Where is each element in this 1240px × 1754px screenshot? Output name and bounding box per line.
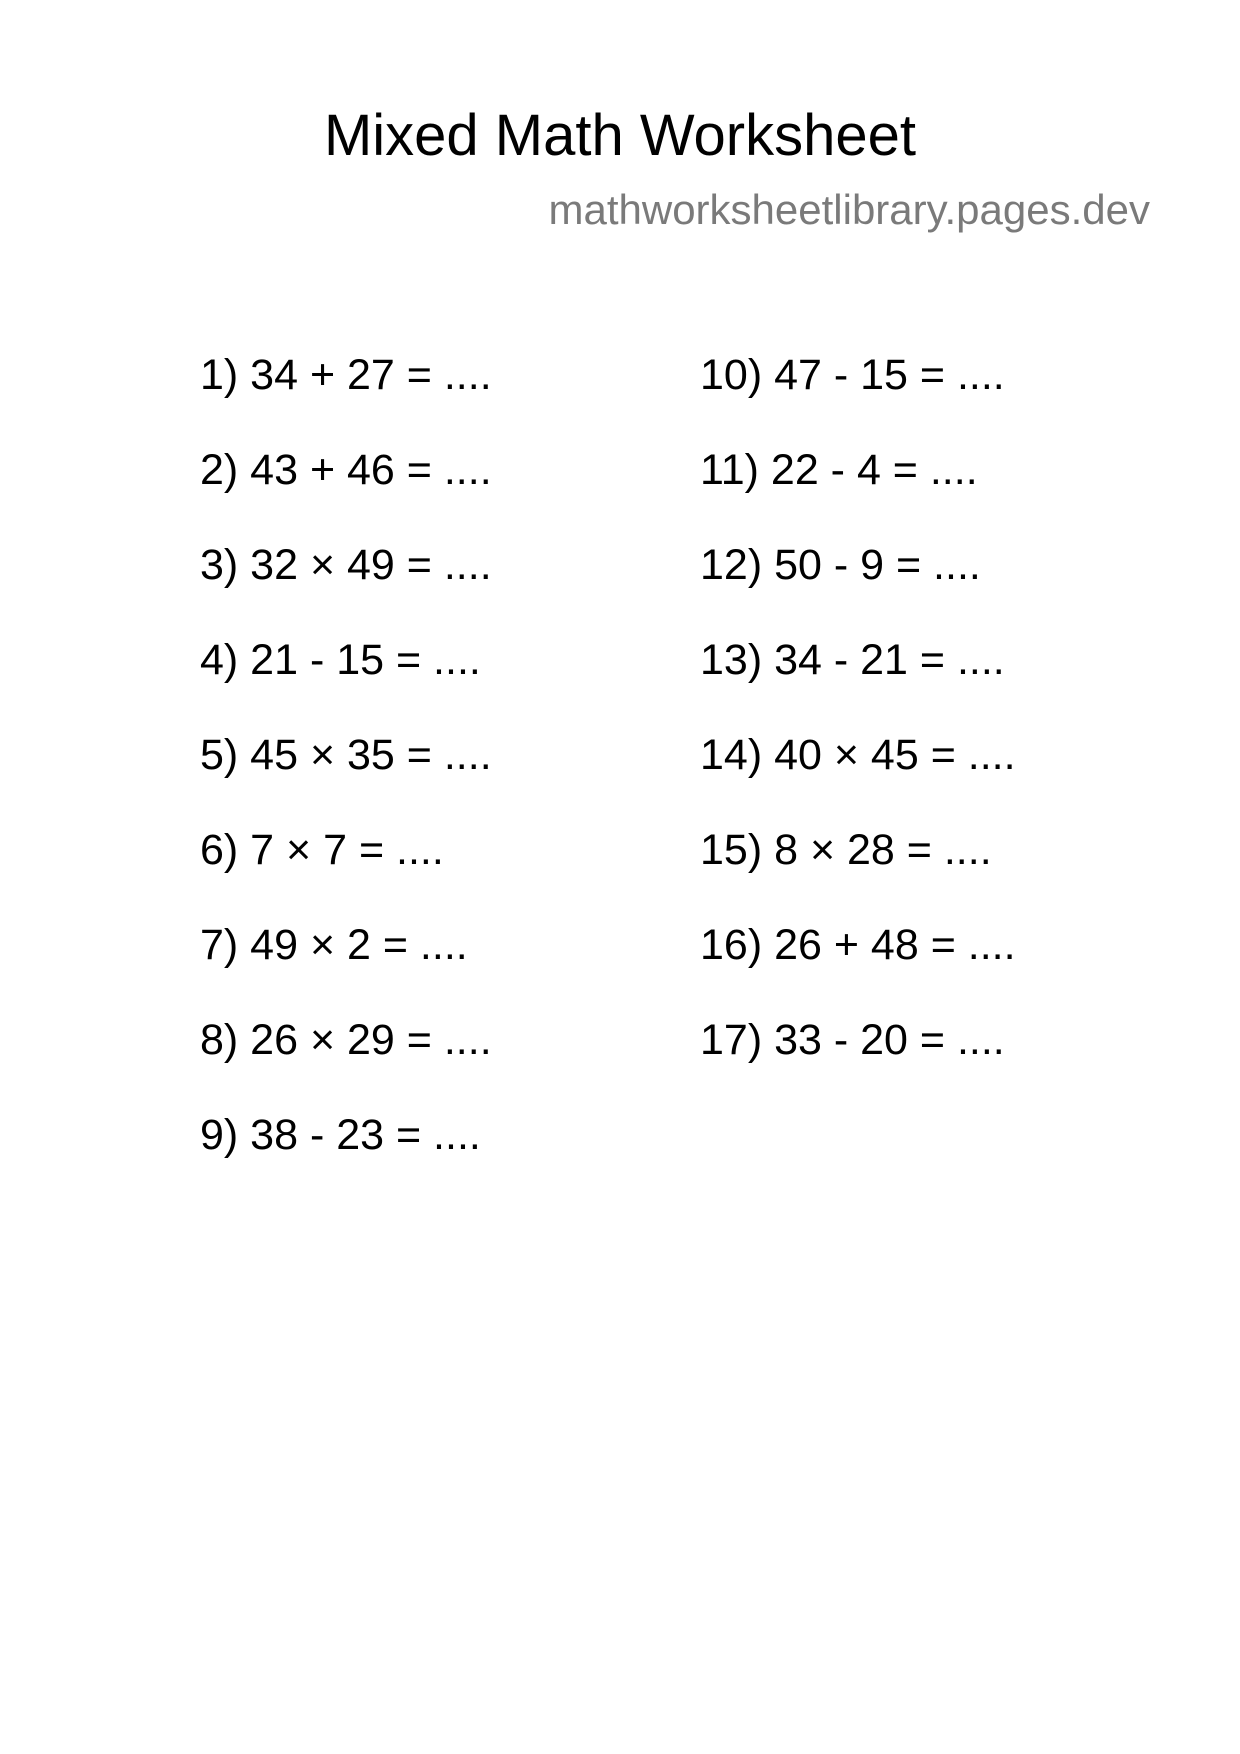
- problem-7: 7) 49 × 2 = ....: [200, 921, 468, 969]
- problem-6: 6) 7 × 7 = ....: [200, 826, 444, 874]
- problem-16: 16) 26 + 48 = ....: [700, 921, 1016, 969]
- problem-14: 14) 40 × 45 = ....: [700, 731, 1016, 779]
- problem-15: 15) 8 × 28 = ....: [700, 826, 992, 874]
- problem-13: 13) 34 - 21 = ....: [700, 636, 1005, 684]
- problem-3: 3) 32 × 49 = ....: [200, 541, 492, 589]
- problem-17: 17) 33 - 20 = ....: [700, 1016, 1005, 1064]
- source-url: mathworksheetlibrary.pages.dev: [548, 186, 1150, 233]
- problem-12: 12) 50 - 9 = ....: [700, 541, 981, 589]
- problem-8: 8) 26 × 29 = ....: [200, 1016, 492, 1064]
- problem-11: 11) 22 - 4 = ....: [700, 446, 978, 494]
- problem-column-left: [200, 344, 492, 1199]
- problem-1: 1) 34 + 27 = ....: [200, 351, 492, 399]
- problem-5: 5) 45 × 35 = ....: [200, 731, 492, 779]
- problem-column-right: [700, 344, 1016, 1104]
- problem-9: 9) 38 - 23 = ....: [200, 1111, 481, 1159]
- page-title: Mixed Math Worksheet: [323, 103, 917, 168]
- problem-2: 2) 43 + 46 = ....: [200, 446, 492, 494]
- problem-10: 10) 47 - 15 = ....: [700, 351, 1005, 399]
- problem-4: 4) 21 - 15 = ....: [200, 636, 481, 684]
